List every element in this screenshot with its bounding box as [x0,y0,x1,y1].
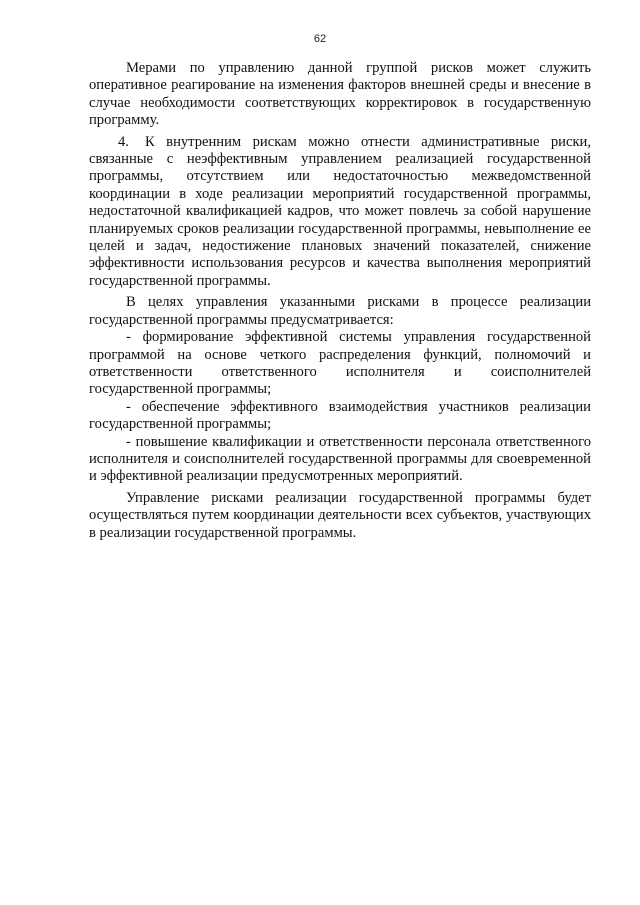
paragraph-management-intro: В целях управления указанными рисками в процессе реализации государственной программы предусматривается: [89,294,591,328]
paragraph-internal-risks-text: К внутренним рискам можно отнести административные риски, связанные с неэффективным управлением реализацией государственной программы, отсутствием или недостаточностью межведомственной координации в ходе реализации мероприятий государственной программы, недостаточной квалификацией кадров, что может повлечь за собой нарушение планируемых сроков реализации государственной программы, невыполнение ее целей и задач, недостижение плановых значений показателей, снижение эффективности использования ресурсов и качества выполнения мероприятий государственной программы. [89,133,591,289]
document-body [89,60,591,542]
list-item-management-system: - формирование эффективной системы управления государственной программой на основе четкого распределения функций, полномочий и ответственности ответственного исполнителя и соисполнителей государственной программы; [89,329,591,398]
item-number: 4. [118,133,129,150]
paragraph-risk-management-measures: Мерами по управлению данной группой рисков может служить оперативное реагирование на изменения факторов внешней среды и внесение в случае необходимости соответствующих корректировок в государственную программу. [89,60,591,129]
page-number: 62 [313,33,327,45]
paragraph-risk-management-conclusion: Управление рисками реализации государственной программы будет осуществляться путем координации деятельности всех субъектов, участвующих в реализации государственной программы. [89,489,591,541]
list-item-qualification: - повышение квалификации и ответственности персонала ответственного исполнителя и соисполнителей государственной программы для своевременной и эффективной реализации предусмотренных мероприятий. [89,433,591,485]
paragraph-internal-risks [89,134,591,291]
list-item-interaction: - обеспечение эффективного взаимодействия участников реализации государственной программы; [89,398,591,433]
